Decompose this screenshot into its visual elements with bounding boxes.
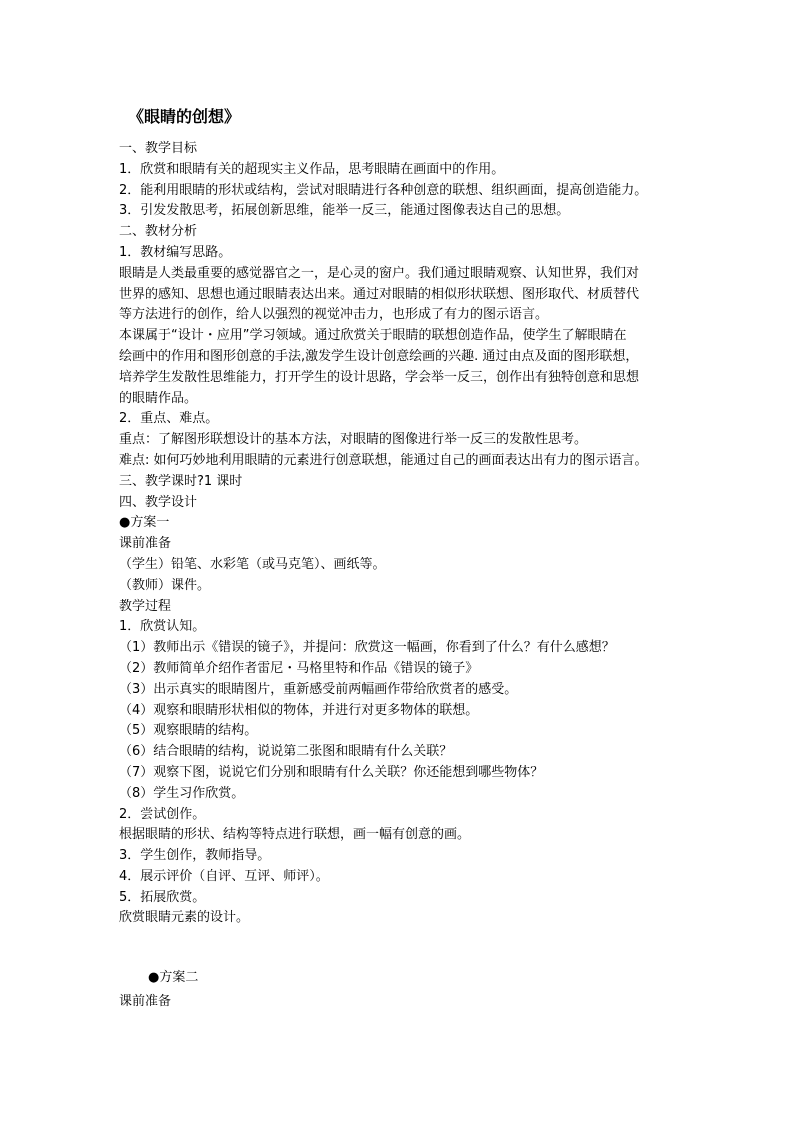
text-line: 眼睛是人类最重要的感觉器官之一，是心灵的窗户。我们通过眼睛观察、认知世界，我们对 [119, 265, 640, 281]
text-line: （3）出示真实的眼睛图片，重新感受前两幅画作带给欣赏者的感受。 [119, 681, 518, 697]
text-line: ●方案一 [119, 515, 170, 531]
text-line: 2．能利用眼睛的形状或结构，尝试对眼睛进行各种创意的联想、组织画面，提高创造能力。 [119, 182, 648, 198]
text-line: 教学过程 [119, 598, 172, 614]
text-line: 本课属于“设计・应用”学习领域。通过欣赏关于眼睛的联想创造作品，使学生了解眼睛在 [119, 328, 627, 344]
text-line: 1．教材编写思路。 [119, 244, 232, 260]
text-line: （1）教师出示《错误的镜子》，并提问：欣赏这一幅画，你看到了什么？有什么感想？ [119, 640, 615, 656]
text-line: （4）观察和眼睛形状相似的物体，并进行对更多物体的联想。 [119, 702, 479, 718]
text-line: （6）结合眼睛的结构，说说第二张图和眼睛有什么关联？ [119, 744, 453, 760]
plan-two-prep-heading: 课前准备 [119, 994, 172, 1009]
text-line: 一、教学目标 [119, 141, 198, 156]
text-line: 课前准备 [119, 536, 172, 552]
text-line: （5）观察眼睛的结构。 [119, 723, 258, 739]
text-line: 绘画中的作用和图形创意的手法,激发学生设计创意绘画的兴趣. 通过由点及面的图形联想， [119, 348, 639, 364]
text-line: 等方法进行的创作，给人以强烈的视觉冲击力，也形成了有力的图示语言。 [119, 307, 549, 323]
document-title: 《眼睛的创想》 [128, 107, 241, 126]
text-line: （2）教师简单介绍作者雷尼・马格里特和作品《错误的镜子》 [119, 660, 479, 676]
text-line: 3．学生创作，教师指导。 [119, 848, 271, 864]
text-line: 2．尝试创作。 [119, 806, 206, 822]
text-line: 2．重点、难点。 [119, 411, 219, 427]
text-line: （7）观察下图，说说它们分别和眼睛有什么关联？你还能想到哪些物体？ [119, 764, 544, 780]
text-line: 1．欣赏认知。 [119, 619, 206, 635]
text-line: 3．引发发散思考，拓展创新思维，能举一反三，能通过图像表达自己的思想。 [119, 203, 570, 219]
text-line: 三、教学课时?1 课时 [119, 473, 243, 489]
plan-two-heading: ●方案二 [148, 970, 199, 985]
text-line: （学生）铅笔、水彩笔（或马克笔）、画纸等。 [119, 556, 386, 572]
text-line: 1．欣赏和眼睛有关的超现实主义作品，思考眼睛在画面中的作用。 [119, 161, 505, 177]
text-line: 的眼睛作品。 [119, 390, 198, 406]
text-line: （教师）课件。 [119, 577, 211, 593]
text-line: 4．展示评价（自评、互评、师评）。 [119, 868, 329, 884]
text-line: 世界的感知、思想也通过眼睛表达出来。通过对眼睛的相似形状联想、图形取代、材质替代 [119, 286, 640, 302]
text-line: 根据眼睛的形状、结构等特点进行联想，画一幅有创意的画。 [119, 827, 471, 843]
text-line: 重点：了解图形联想设计的基本方法，对眼睛的图像进行举一反三的发散性思考。 [119, 432, 588, 448]
document-body [119, 139, 679, 929]
text-line: 二、教材分析 [119, 224, 198, 240]
text-line: 5．拓展欣赏。 [119, 889, 206, 905]
text-line: 欣赏眼睛元素的设计。 [119, 910, 250, 926]
text-line: 培养学生发散性思维能力，打开学生的设计思路，学会举一反三，创作出有独特创意和思想 [119, 369, 640, 385]
text-line: 四、教学设计 [119, 494, 198, 510]
text-line: （8）学生习作欣赏。 [119, 785, 245, 801]
text-line: 难点: 如何巧妙地利用眼睛的元素进行创意联想，能通过自己的画面表达出有力的图示语言。 [119, 452, 648, 468]
